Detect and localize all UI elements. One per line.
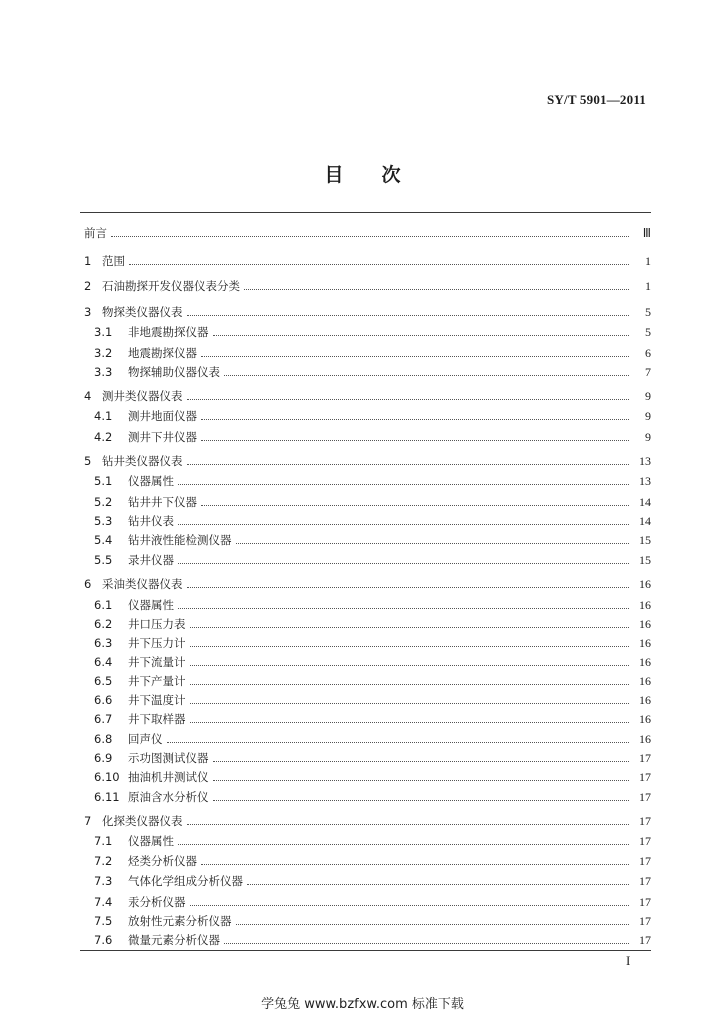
page-number: I xyxy=(626,953,631,968)
toc-entry-label: 钻井仪表 xyxy=(128,514,174,528)
toc-entry-page: 16 xyxy=(639,692,651,707)
toc-entry-label: 仪器属性 xyxy=(128,598,174,612)
toc-entry[interactable] xyxy=(80,912,651,930)
toc-leader-dots xyxy=(247,883,629,885)
toc-entry-number: 6.10 xyxy=(94,770,120,784)
toc-entry[interactable] xyxy=(80,428,651,446)
toc-entry-number: 7 xyxy=(84,814,92,828)
toc-entry[interactable] xyxy=(80,852,651,870)
toc-entry-page: 9 xyxy=(645,408,651,423)
toc-leader-dots xyxy=(167,741,630,743)
toc-entry-page: 16 xyxy=(639,635,651,650)
toc-entry-number: 5.1 xyxy=(94,474,113,488)
toc-entry[interactable] xyxy=(80,893,651,911)
toc-entry-label: 气体化学组成分析仪器 xyxy=(128,874,243,888)
toc-entry-page: 17 xyxy=(639,873,651,888)
toc-entry-number: 2 xyxy=(84,279,92,293)
toc-entry-page: 16 xyxy=(639,711,651,726)
toc-entry-page: 16 xyxy=(639,673,651,688)
toc-leader-dots xyxy=(178,483,629,485)
toc-entry-page: 14 xyxy=(639,513,651,528)
toc-entry[interactable] xyxy=(80,872,651,890)
toc-entry-label: 原油含水分析仪 xyxy=(128,790,209,804)
toc-entry[interactable] xyxy=(80,224,651,242)
toc-leader-dots xyxy=(201,355,629,357)
toc-entry-number: 5.2 xyxy=(94,495,113,509)
toc-entry-page: 17 xyxy=(639,853,651,868)
bottom-rule xyxy=(80,950,651,951)
toc-entry-label: 地震勘探仪器 xyxy=(128,346,197,360)
toc-entry-label: 微量元素分析仪器 xyxy=(128,933,220,947)
toc-entry-page: 17 xyxy=(639,813,651,828)
title-part-1: 目 xyxy=(324,164,344,186)
toc-entry-page: 17 xyxy=(639,769,651,784)
toc-entry[interactable] xyxy=(80,452,651,470)
toc-entry-page: 16 xyxy=(639,731,651,746)
toc-entry-label: 测井地面仪器 xyxy=(128,409,197,423)
toc-entry-number: 6.8 xyxy=(94,732,113,746)
toc-entry-label: 仪器属性 xyxy=(128,834,174,848)
toc-leader-dots xyxy=(224,942,629,944)
toc-entry[interactable] xyxy=(80,252,651,270)
toc-entry-page: 17 xyxy=(639,894,651,909)
toc-entry-number: 5.3 xyxy=(94,514,113,528)
toc-entry[interactable] xyxy=(80,596,651,614)
toc-entry-label: 物探类仪器仪表 xyxy=(102,305,183,319)
toc-entry-page: 14 xyxy=(639,494,651,509)
toc-leader-dots xyxy=(190,683,630,685)
toc-entry-page: 9 xyxy=(645,388,651,403)
toc-entry-label: 井下温度计 xyxy=(128,693,186,707)
page-title xyxy=(0,160,725,187)
toc-entry[interactable] xyxy=(80,363,651,381)
toc-entry-number: 6.11 xyxy=(94,790,120,804)
toc-entry-page: 7 xyxy=(645,364,651,379)
toc-entry-number: 3.1 xyxy=(94,325,113,339)
toc-entry-number: 3.2 xyxy=(94,346,113,360)
toc-entry-number: 1 xyxy=(84,254,92,268)
toc-entry-number: 3.3 xyxy=(94,365,113,379)
toc-leader-dots xyxy=(129,263,629,265)
toc-entry-page: 17 xyxy=(639,833,651,848)
toc-entry-number: 7.6 xyxy=(94,933,113,947)
toc-entry[interactable] xyxy=(80,730,651,748)
toc-entry[interactable] xyxy=(80,691,651,709)
toc-leader-dots xyxy=(187,463,630,465)
toc-leader-dots xyxy=(178,843,629,845)
toc-leader-dots xyxy=(213,799,630,801)
toc-entry-page: 17 xyxy=(639,913,651,928)
toc-leader-dots xyxy=(190,904,630,906)
toc-leader-dots xyxy=(190,702,630,704)
toc-entry-label: 钻井液性能检测仪器 xyxy=(128,533,232,547)
toc-leader-dots xyxy=(244,288,629,290)
toc-leader-dots xyxy=(213,334,630,336)
toc-entry-page: 13 xyxy=(639,473,651,488)
toc-leader-dots xyxy=(111,235,629,237)
toc-leader-dots xyxy=(190,664,630,666)
toc-entry[interactable] xyxy=(80,710,651,728)
toc-entry-number: 7.3 xyxy=(94,874,113,888)
watermark-text: 学兔兔 www.bzfxw.com 标准下载 xyxy=(261,997,464,1012)
toc-entry-number: 6 xyxy=(84,577,92,591)
toc-entry[interactable] xyxy=(80,512,651,530)
toc-entry-label: 井下产量计 xyxy=(128,674,186,688)
toc-entry-label: 回声仪 xyxy=(128,732,163,746)
toc-entry-page: 17 xyxy=(639,789,651,804)
toc-entry-label: 钻井井下仪器 xyxy=(128,495,197,509)
toc-entry-number: 6.7 xyxy=(94,712,113,726)
toc-entry[interactable] xyxy=(80,531,651,549)
toc-entry-page: 6 xyxy=(645,345,651,360)
toc-leader-dots xyxy=(190,721,630,723)
toc-leader-dots xyxy=(201,439,629,441)
toc-entry[interactable] xyxy=(80,653,651,671)
standard-code: SY/T 5901—2011 xyxy=(547,92,646,107)
toc-leader-dots xyxy=(178,562,629,564)
top-rule xyxy=(80,212,651,213)
toc-leader-dots xyxy=(213,760,630,762)
toc-entry-label: 示功图测试仪器 xyxy=(128,751,209,765)
toc-entry-number: 4.2 xyxy=(94,430,113,444)
toc-entry[interactable] xyxy=(80,749,651,767)
toc-entry[interactable] xyxy=(80,768,651,786)
title-part-2: 次 xyxy=(381,164,401,186)
toc-entry-page: 5 xyxy=(645,304,651,319)
toc-entry-label: 井下压力计 xyxy=(128,636,186,650)
toc-entry[interactable] xyxy=(80,387,651,405)
toc-leader-dots xyxy=(178,523,629,525)
toc-entry[interactable] xyxy=(80,634,651,652)
toc-entry-label: 汞分析仪器 xyxy=(128,895,186,909)
toc-entry-label: 化探类仪器仪表 xyxy=(102,814,183,828)
toc-entry[interactable] xyxy=(80,551,651,569)
toc-entry-page: Ⅲ xyxy=(642,225,651,240)
toc-entry-number: 6.2 xyxy=(94,617,113,631)
toc-entry-label: 测井类仪器仪表 xyxy=(102,389,183,403)
toc-entry-page: 1 xyxy=(645,278,651,293)
toc-leader-dots xyxy=(236,542,630,544)
toc-entry-number: 6.4 xyxy=(94,655,113,669)
toc-entry-number: 5 xyxy=(84,454,92,468)
toc-entry-page: 1 xyxy=(645,253,651,268)
toc-entry-label: 钻井类仪器仪表 xyxy=(102,454,183,468)
toc-entry-page: 5 xyxy=(645,324,651,339)
toc-entry-number: 3 xyxy=(84,305,92,319)
toc-entry-number: 7.1 xyxy=(94,834,113,848)
toc-entry-number: 4 xyxy=(84,389,92,403)
toc-leader-dots xyxy=(187,398,630,400)
toc-entry-label: 采油类仪器仪表 xyxy=(102,577,183,591)
toc-entry-number: 7.4 xyxy=(94,895,113,909)
toc-entry-label: 前言 xyxy=(84,226,107,240)
toc-entry-page: 15 xyxy=(639,532,651,547)
toc-entry-label: 井口压力表 xyxy=(128,617,186,631)
toc-entry-page: 16 xyxy=(639,597,651,612)
toc-leader-dots xyxy=(201,863,629,865)
toc-entry-label: 井下流量计 xyxy=(128,655,186,669)
toc-entry-page: 15 xyxy=(639,552,651,567)
toc-entry[interactable] xyxy=(80,472,651,490)
toc-entry-page: 13 xyxy=(639,453,651,468)
toc-entry-number: 6.6 xyxy=(94,693,113,707)
toc-leader-dots xyxy=(190,645,630,647)
toc-entry[interactable] xyxy=(80,615,651,633)
toc-entry-page: 17 xyxy=(639,750,651,765)
toc-entry-page: 17 xyxy=(639,932,651,947)
toc-entry[interactable] xyxy=(80,407,651,425)
toc-entry-label: 物探辅助仪器仪表 xyxy=(128,365,220,379)
toc-entry-number: 6.5 xyxy=(94,674,113,688)
toc-entry-number: 7.2 xyxy=(94,854,113,868)
toc-entry[interactable] xyxy=(80,277,651,295)
toc-entry-label: 石油勘探开发仪器仪表分类 xyxy=(102,279,240,293)
toc-entry[interactable] xyxy=(80,931,651,949)
toc-entry-label: 范围 xyxy=(102,254,125,268)
toc-entry-label: 录井仪器 xyxy=(128,553,174,567)
toc-entry-label: 抽油机井测试仪 xyxy=(128,770,209,784)
toc-leader-dots xyxy=(213,779,630,781)
toc-entry-number: 6.9 xyxy=(94,751,113,765)
toc-leader-dots xyxy=(187,586,630,588)
toc-leader-dots xyxy=(190,626,630,628)
toc-entry-label: 井下取样器 xyxy=(128,712,186,726)
toc-entry-page: 16 xyxy=(639,654,651,669)
toc-entry-label: 非地震勘探仪器 xyxy=(128,325,209,339)
toc-entry-number: 4.1 xyxy=(94,409,113,423)
toc-entry[interactable] xyxy=(80,323,651,341)
toc-leader-dots xyxy=(187,314,630,316)
toc-entry[interactable] xyxy=(80,812,651,830)
toc-leader-dots xyxy=(201,504,629,506)
toc-entry[interactable] xyxy=(80,344,651,362)
toc-leader-dots xyxy=(236,923,630,925)
toc-entry-label: 测井下井仪器 xyxy=(128,430,197,444)
toc-entry-label: 烃类分析仪器 xyxy=(128,854,197,868)
toc-leader-dots xyxy=(178,607,629,609)
toc-entry-number: 7.5 xyxy=(94,914,113,928)
toc-entry[interactable] xyxy=(80,575,651,593)
toc-entry-page: 16 xyxy=(639,616,651,631)
toc-entry-page: 9 xyxy=(645,429,651,444)
toc-entry-label: 放射性元素分析仪器 xyxy=(128,914,232,928)
toc-leader-dots xyxy=(224,374,629,376)
toc-entry-page: 16 xyxy=(639,576,651,591)
toc-leader-dots xyxy=(187,823,630,825)
toc-entry-number: 5.4 xyxy=(94,533,113,547)
toc-entry[interactable] xyxy=(80,788,651,806)
toc-leader-dots xyxy=(201,418,629,420)
toc-entry[interactable] xyxy=(80,832,651,850)
toc-entry-number: 5.5 xyxy=(94,553,113,567)
toc-entry[interactable] xyxy=(80,493,651,511)
toc-entry[interactable] xyxy=(80,303,651,321)
toc-entry-label: 仪器属性 xyxy=(128,474,174,488)
toc-entry-number: 6.1 xyxy=(94,598,113,612)
toc-entry-number: 6.3 xyxy=(94,636,113,650)
toc-entry[interactable] xyxy=(80,672,651,690)
